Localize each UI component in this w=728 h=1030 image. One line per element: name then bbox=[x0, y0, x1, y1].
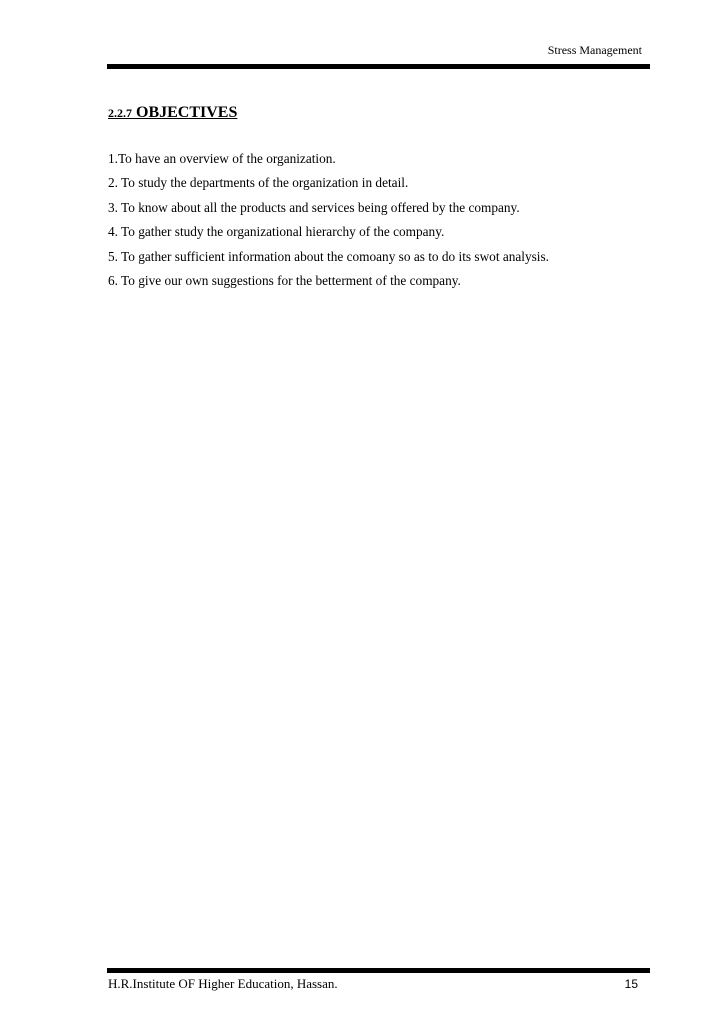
objective-item: 4. To gather study the organizational hierarchy of the company. bbox=[108, 224, 445, 240]
footer-rule bbox=[107, 968, 650, 973]
objective-item: 6. To give our own suggestions for the betterment of the company. bbox=[108, 273, 461, 289]
objective-item: 2. To study the departments of the organization in detail. bbox=[108, 175, 409, 191]
objective-item: 1.To have an overview of the organization. bbox=[108, 151, 336, 166]
objective-item: 3. To know about all the products and services being offered by the company. bbox=[108, 199, 520, 215]
section-heading bbox=[108, 104, 237, 122]
running-header-title: Stress Management bbox=[547, 43, 642, 57]
header-rule bbox=[107, 64, 650, 69]
objective-item: 5. To gather sufficient information about the comoany so as to do its swot analysis. bbox=[108, 248, 549, 264]
section-title: OBJECTIVES bbox=[136, 104, 238, 121]
objectives-list bbox=[108, 147, 549, 293]
page-number: 15 bbox=[624, 977, 638, 991]
footer-institute-name: H.R.Institute OF Higher Education, Hassan. bbox=[108, 976, 338, 991]
section-number: 2.2.7 bbox=[108, 106, 132, 120]
